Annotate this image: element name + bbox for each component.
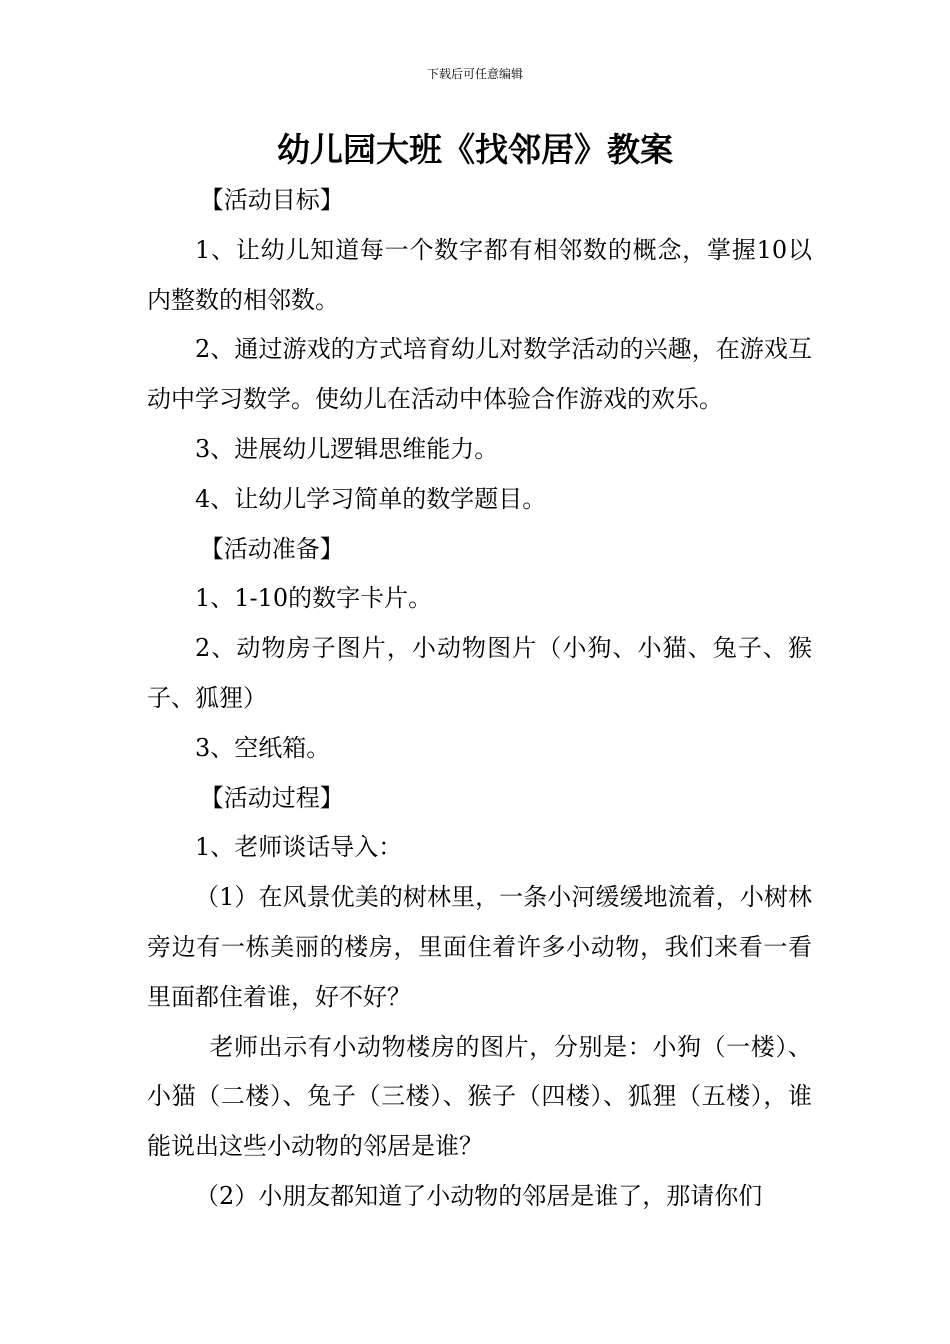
document-title: 幼儿园大班《找邻居》教案 bbox=[277, 130, 673, 169]
paragraph-goal-1: 1、让幼儿知道每一个数字都有相邻数的概念，掌握10以内整数的相邻数。 bbox=[147, 235, 812, 314]
section-heading-preparation: 【活动准备】 bbox=[199, 534, 344, 563]
paragraph-process-1-1: （1）在风景优美的树林里，一条小河缓缓地流着，小树林旁边有一栋美丽的楼房，里面住着许多小动物，我们来看一看里面都住着谁，好不好？ bbox=[147, 883, 812, 1011]
paragraph-prep-3: 3、空纸箱。 bbox=[195, 733, 331, 762]
paragraph-goal-2: 2、通过游戏的方式培育幼儿对数学活动的兴趣，在游戏互动中学习数学。使幼儿在活动中体验合作游戏的欢乐。 bbox=[147, 335, 812, 414]
paragraph-process-teacher: 老师出示有小动物楼房的图片，分别是：小狗（一楼）、小猫（二楼）、兔子（三楼）、猴子（四楼）、狐狸（五楼），谁能说出这些小动物的邻居是谁？ bbox=[147, 1032, 812, 1161]
section-heading-process: 【活动过程】 bbox=[199, 783, 344, 812]
header-note: 下载后可任意编辑 bbox=[426, 67, 523, 81]
paragraph-prep-2: 2、动物房子图片，小动物图片（小狗、小猫、兔子、猴子、狐狸） bbox=[147, 634, 812, 712]
paragraph-process-1: 1、老师谈话导入： bbox=[195, 833, 403, 862]
paragraph-goal-4: 4、让幼儿学习简单的数学题目。 bbox=[195, 484, 547, 513]
document-body bbox=[147, 176, 812, 1222]
section-heading-goals: 【活动目标】 bbox=[199, 186, 344, 214]
paragraph-prep-1: 1、1-10的数字卡片。 bbox=[195, 584, 433, 613]
paragraph-goal-3: 3、进展幼儿逻辑思维能力。 bbox=[195, 434, 499, 463]
paragraph-process-1-2: （2）小朋友都知道了小动物的邻居是谁了，那请你们 bbox=[195, 1181, 763, 1210]
